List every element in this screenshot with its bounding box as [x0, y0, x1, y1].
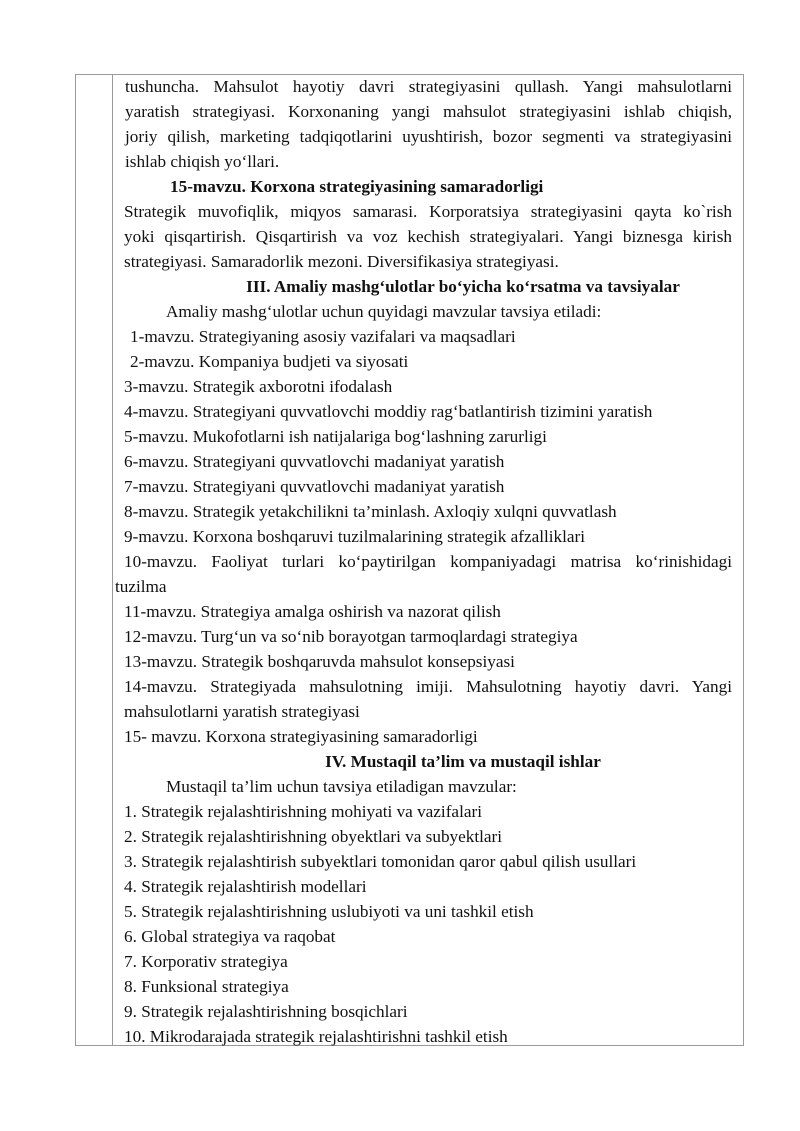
paragraph-line: joriy qilish, marketing tadqiqotlarini uyushtirish, bozor segmenti va strategiyasini [125, 127, 732, 146]
list-item: 2-mavzu. Kompaniya budjeti va siyosati [130, 352, 409, 371]
list-item: 5. Strategik rejalashtirishning uslubiyoti va uni tashkil etish [124, 902, 534, 921]
list-item: 4-mavzu. Strategiyani quvvatlovchi moddiy rag‘batlantirish tizimini yaratish [124, 402, 653, 421]
document-body [114, 74, 732, 1049]
list-item: 10. Mikrodarajada strategik rejalashtirishni tashkil etish [124, 1027, 508, 1046]
list-item: 6-mavzu. Strategiyani quvvatlovchi madaniyat yaratish [124, 452, 505, 471]
list-item-continuation: mahsulotlarni yaratish strategiyasi [124, 702, 360, 721]
list-item: 3-mavzu. Strategik axborotni ifodalash [124, 377, 393, 396]
list-item: 11-mavzu. Strategiya amalga oshirish va nazorat qilish [124, 602, 501, 621]
paragraph-line: yaratish strategiyasi. Korxonaning yangi mahsulot strategiyasini ishlab chiqish, [125, 102, 732, 121]
paragraph-line: yoki qisqartirish. Qisqartirish va voz kechish strategiyalari. Yangi biznesga kirish [124, 227, 732, 246]
list-item: 2. Strategik rejalashtirishning obyektlari va subyektlari [124, 827, 503, 846]
section-intro: Mustaqil ta’lim uchun tavsiya etiladigan mavzular: [166, 777, 517, 796]
list-item: 8. Funksional strategiya [124, 977, 289, 996]
list-item: 8-mavzu. Strategik yetakchilikni ta’minlash. Axloqiy xulqni quvvatlash [124, 502, 617, 521]
list-item: 1-mavzu. Strategiyaning asosiy vazifalari va maqsadlari [130, 327, 516, 346]
list-item: 1. Strategik rejalashtirishning mohiyati va vazifalari [124, 802, 482, 821]
list-item: 14-mavzu. Strategiyada mahsulotning imiji. Mahsulotning hayotiy davri. Yangi [124, 677, 732, 696]
list-item: 6. Global strategiya va raqobat [124, 927, 336, 946]
section-heading: 15-mavzu. Korxona strategiyasining samaradorligi [170, 177, 544, 196]
paragraph-line: tushuncha. Mahsulot hayotiy davri strategiyasini qullash. Yangi mahsulotlarni [125, 77, 732, 96]
list-item: 13-mavzu. Strategik boshqaruvda mahsulot konsepsiyasi [124, 652, 515, 671]
list-item: 15- mavzu. Korxona strategiyasining samaradorligi [124, 727, 478, 746]
list-item: 10-mavzu. Faoliyat turlari ko‘paytirilgan kompaniyadagi matrisa ko‘rinishidagi [124, 552, 732, 571]
column-divider [112, 74, 113, 1046]
section-heading: IV. Mustaqil ta’lim va mustaqil ishlar [325, 752, 601, 771]
section-heading: III. Amaliy mashg‘ulotlar bo‘yicha ko‘rsatma va tavsiyalar [246, 277, 680, 296]
paragraph-line: ishlab chiqish yo‘llari. [125, 152, 280, 171]
list-item-continuation: tuzilma [115, 577, 167, 596]
list-item: 4. Strategik rejalashtirish modellari [124, 877, 367, 896]
section-intro: Amaliy mashg‘ulotlar uchun quyidagi mavzular tavsiya etiladi: [166, 302, 602, 321]
list-item: 5-mavzu. Mukofotlarni ish natijalariga bog‘lashning zarurligi [124, 427, 547, 446]
paragraph-line: strategiyasi. Samaradorlik mezoni. Diversifikasiya strategiyasi. [124, 252, 559, 271]
list-item: 7-mavzu. Strategiyani quvvatlovchi madaniyat yaratish [124, 477, 505, 496]
list-item: 9-mavzu. Korxona boshqaruvi tuzilmalarining strategik afzalliklari [124, 527, 586, 546]
list-item: 3. Strategik rejalashtirish subyektlari tomonidan qaror qabul qilish usullari [124, 852, 637, 871]
list-item: 9. Strategik rejalashtirishning bosqichlari [124, 1002, 408, 1021]
list-item: 12-mavzu. Turg‘un va so‘nib borayotgan tarmoqlardagi strategiya [124, 627, 578, 646]
list-item: 7. Korporativ strategiya [124, 952, 288, 971]
paragraph-line: Strategik muvofiqlik, miqyos samarasi. Korporatsiya strategiyasini qayta ko`rish [124, 202, 732, 221]
